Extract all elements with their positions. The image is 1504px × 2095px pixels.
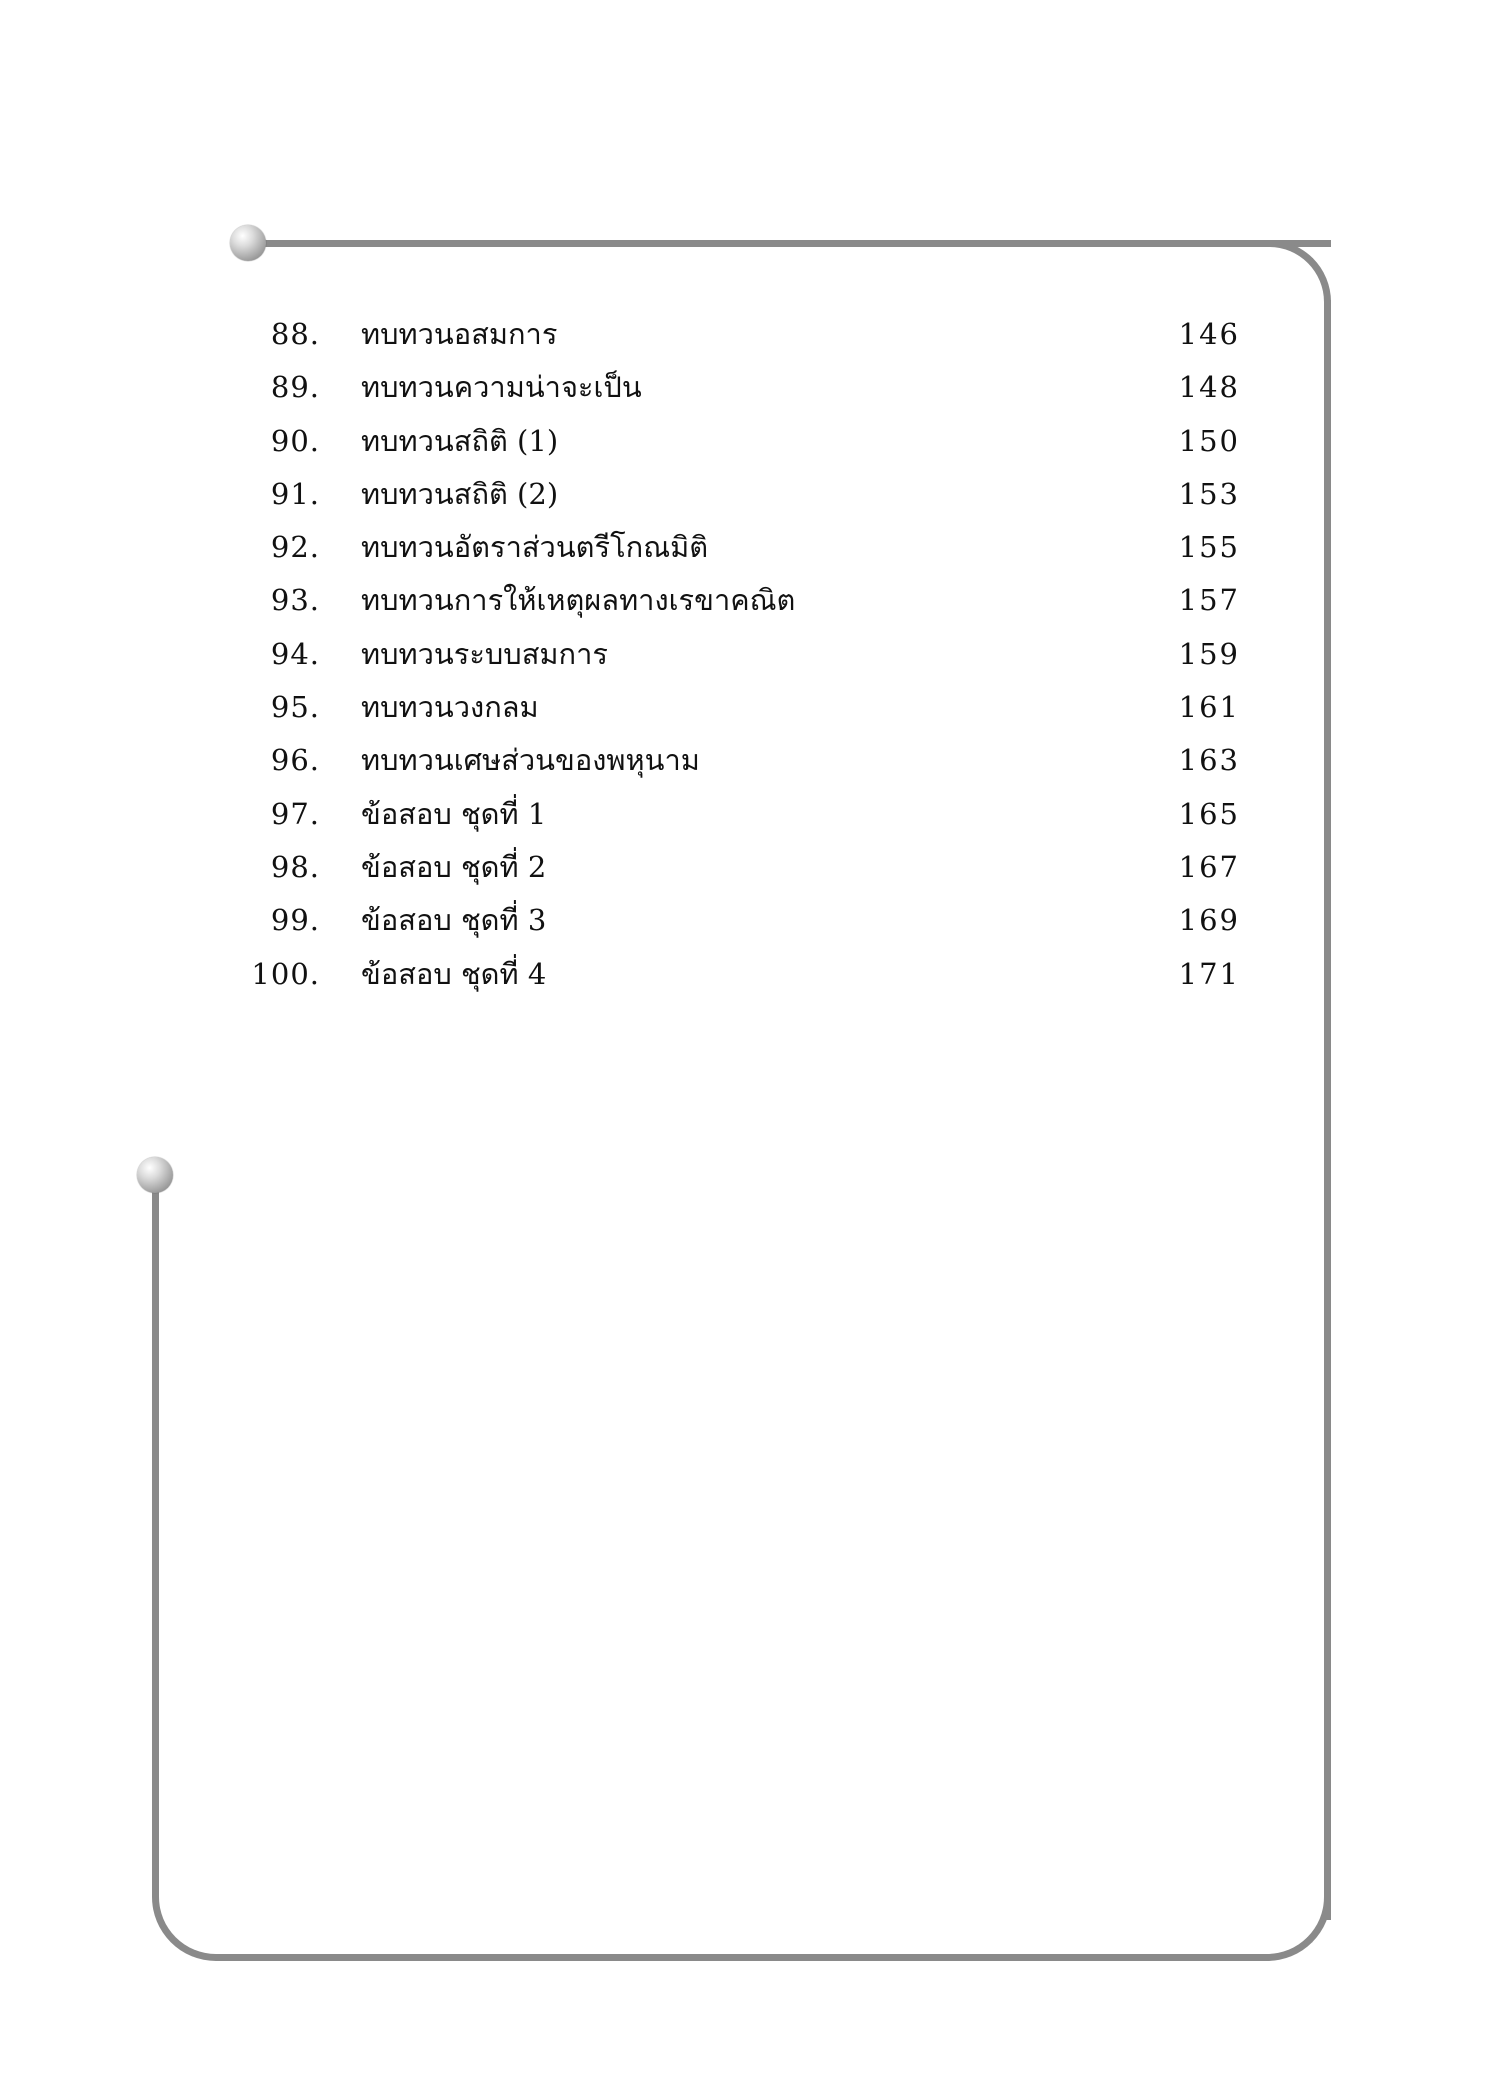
- toc-entry-number: 94.: [270, 636, 320, 671]
- toc-entry-title: ข้อสอบ ชุดที่ 2: [361, 849, 547, 884]
- toc-entry: [250, 521, 1240, 574]
- toc-entry-title: ทบทวนอัตราส่วนตรีโกณมิติ: [361, 530, 709, 565]
- toc-entry-title: ทบทวนสถิติ (1): [361, 423, 559, 458]
- toc-entry: [250, 574, 1240, 627]
- frame-bottom-corners: [152, 1820, 1331, 1961]
- toc-entry: [250, 734, 1240, 787]
- toc-entry-number: 91.: [270, 476, 320, 511]
- table-of-contents: [250, 308, 1240, 1001]
- toc-entry-page: 161: [1178, 690, 1240, 725]
- toc-entry: [250, 415, 1240, 468]
- toc-entry: [250, 628, 1240, 681]
- toc-entry-page: 153: [1178, 476, 1240, 511]
- toc-entry-number: 96.: [270, 743, 320, 778]
- toc-entry-number: 100.: [251, 956, 320, 991]
- toc-entry-number: 90.: [270, 423, 320, 458]
- toc-entry: [250, 681, 1240, 734]
- toc-entry: [250, 308, 1240, 361]
- toc-entry-title: ทบทวนสถิติ (2): [361, 476, 559, 511]
- toc-entry-page: 148: [1178, 370, 1240, 405]
- toc-entry-page: 157: [1178, 583, 1240, 618]
- toc-entry-title: ทบทวนอสมการ: [361, 317, 558, 351]
- toc-entry-number: 89.: [270, 370, 320, 405]
- toc-entry: [250, 841, 1240, 894]
- toc-entry: [250, 361, 1240, 414]
- toc-entry-number: 95.: [270, 690, 320, 725]
- toc-entry-number: 99.: [270, 903, 320, 938]
- toc-entry: [250, 788, 1240, 841]
- toc-entry-number: 97.: [270, 796, 320, 831]
- frame-knob-top: [230, 225, 266, 261]
- toc-entry-title: ทบทวนความน่าจะเป็น: [361, 370, 642, 405]
- frame-left-line: [152, 1188, 159, 1888]
- toc-entry-page: 155: [1178, 530, 1240, 565]
- toc-entry-title: ทบทวนระบบสมการ: [361, 636, 608, 671]
- toc-entry-number: 92.: [270, 530, 320, 565]
- toc-entry-page: 171: [1178, 956, 1240, 991]
- toc-entry-number: 93.: [270, 583, 320, 618]
- frame-top-line: [248, 240, 1331, 247]
- toc-entry-number: 98.: [270, 849, 320, 884]
- toc-entry-title: ทบทวนเศษส่วนของพหุนาม: [361, 743, 700, 778]
- toc-entry: [250, 894, 1240, 947]
- toc-entry-page: 167: [1178, 849, 1240, 884]
- toc-entry-page: 159: [1178, 636, 1240, 671]
- frame-right-line: [1324, 300, 1331, 1920]
- toc-entry-page: 169: [1178, 903, 1240, 938]
- toc-entry-title: ข้อสอบ ชุดที่ 3: [361, 903, 547, 938]
- toc-entry-title: ข้อสอบ ชุดที่ 4: [361, 956, 547, 991]
- toc-entry: [250, 948, 1240, 1001]
- toc-entry-page: 165: [1178, 796, 1240, 831]
- toc-entry-page: 150: [1178, 423, 1240, 458]
- toc-entry-page: 163: [1178, 743, 1240, 778]
- toc-entry-page: 146: [1178, 317, 1240, 351]
- frame-knob-left: [137, 1157, 173, 1193]
- toc-entry-title: ทบทวนวงกลม: [361, 690, 539, 725]
- toc-entry-title: ทบทวนการให้เหตุผลทางเรขาคณิต: [361, 583, 796, 618]
- toc-entry-title: ข้อสอบ ชุดที่ 1: [361, 796, 547, 831]
- toc-entry-number: 88.: [270, 317, 320, 351]
- toc-entry: [250, 468, 1240, 521]
